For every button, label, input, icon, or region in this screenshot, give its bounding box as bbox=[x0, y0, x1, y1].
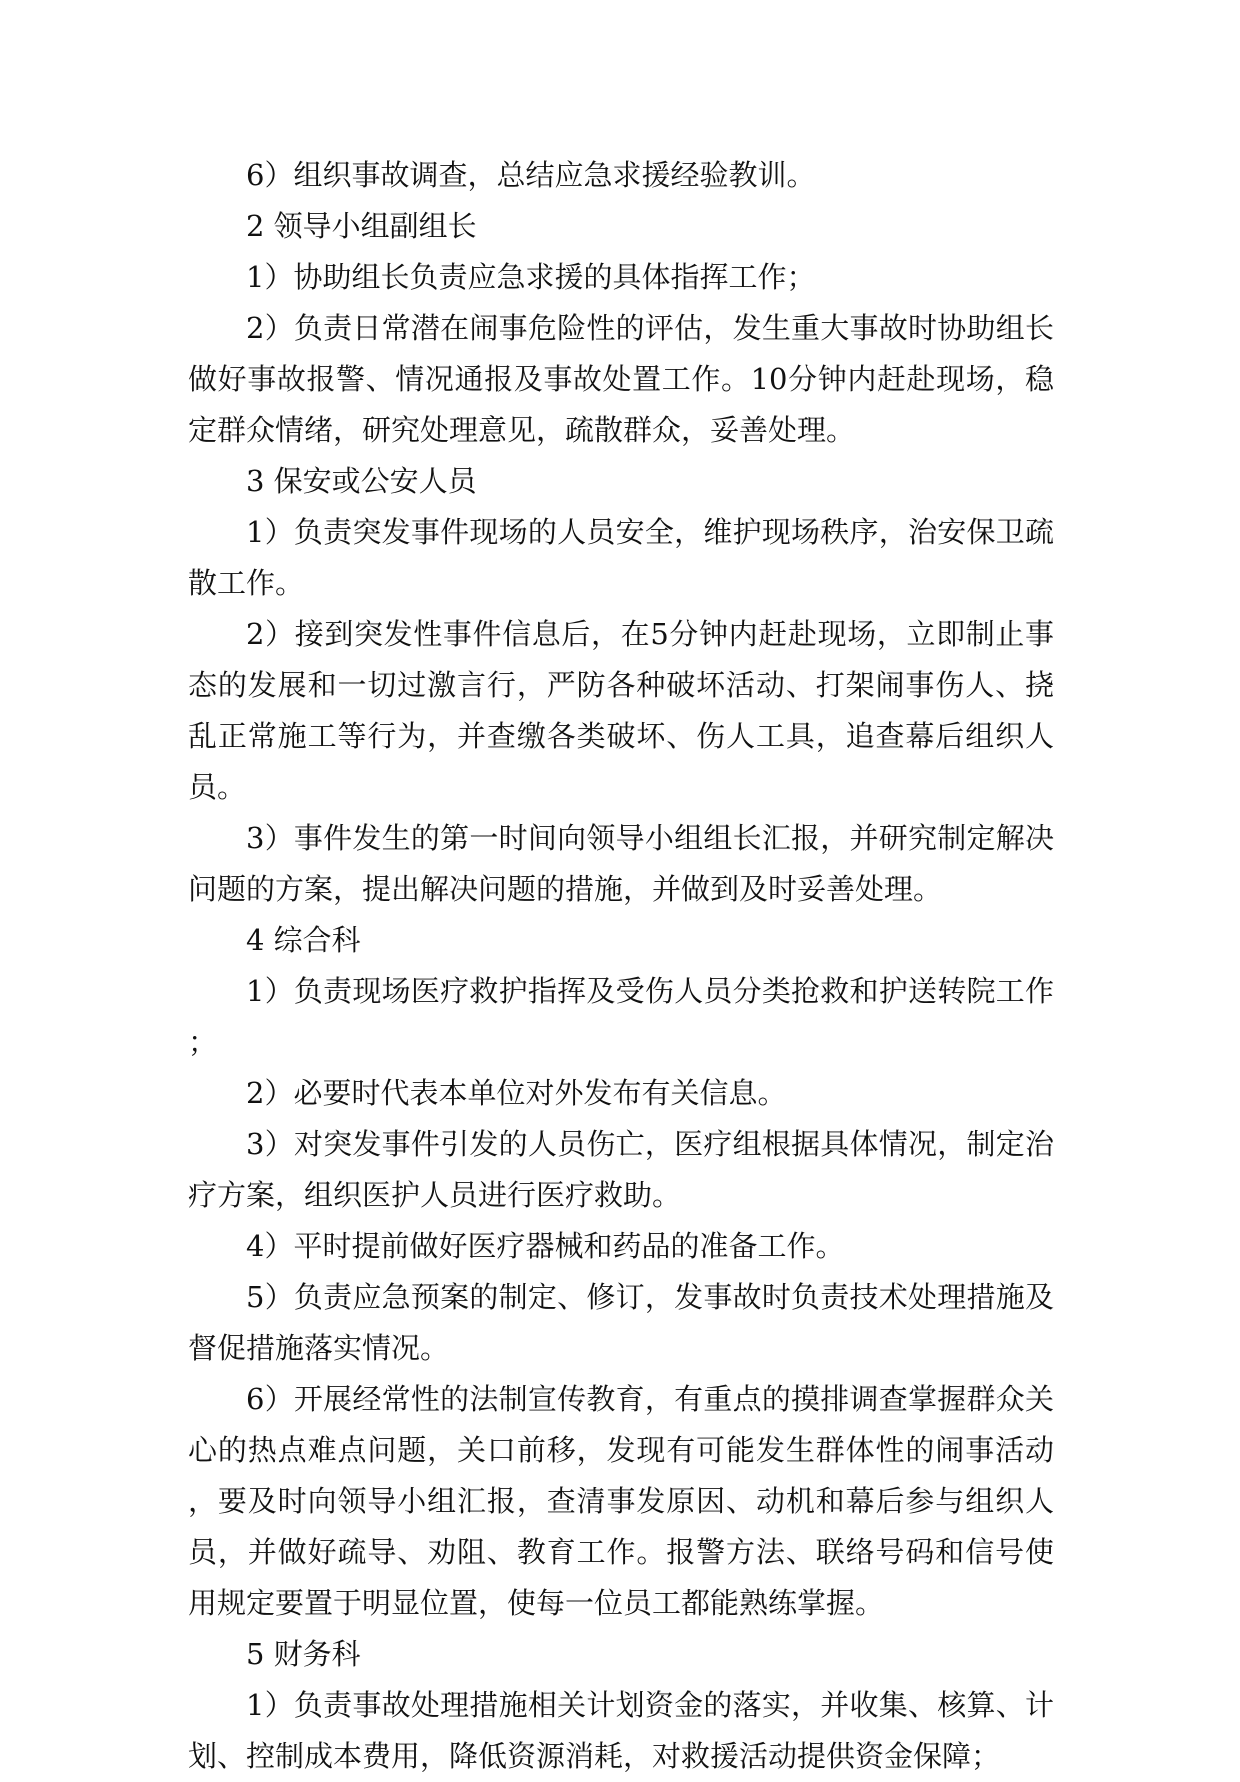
document-body bbox=[188, 150, 1054, 1782]
paragraph-deputy-1: 1）协助组长负责应急求援的具体指挥工作； bbox=[246, 260, 816, 294]
paragraph-general-1: 1）负责现场医疗救护指挥及受伤人员分类抢救和护送转院工作； bbox=[188, 974, 1054, 1059]
section-heading-security: 3 保安或公安人员 bbox=[246, 464, 477, 498]
paragraph-finance-1: 1）负责事故处理措施相关计划资金的落实，并收集、核算、计划、控制成本费用，降低资源消耗，对救援活动提供资金保障； bbox=[188, 1688, 1054, 1773]
paragraph-general-4: 4）平时提前做好医疗器械和药品的准备工作。 bbox=[246, 1229, 845, 1263]
section-heading-general-dept: 4 综合科 bbox=[246, 923, 361, 957]
paragraph-general-6: 6）开展经常性的法制宣传教育，有重点的摸排调查掌握群众关心的热点难点问题，关口前移，发现有可能发生群体性的闹事活动，要及时向领导小组汇报，查清事发原因、动机和幕后参与组织人员，并做好疏导、劝阻、教育工作。报警方法、联络号码和信号使用规定要置于明显位置，使每一位员工都能熟练掌握。 bbox=[188, 1382, 1054, 1620]
paragraph-security-1: 1）负责突发事件现场的人员安全，维护现场秩序，治安保卫疏散工作。 bbox=[188, 515, 1054, 600]
section-heading-deputy-leader: 2 领导小组副组长 bbox=[246, 209, 477, 243]
section-heading-finance: 5 财务科 bbox=[246, 1637, 361, 1671]
paragraph-general-5: 5）负责应急预案的制定、修订，发事故时负责技术处理措施及督促措施落实情况。 bbox=[188, 1280, 1054, 1365]
paragraph-general-3: 3）对突发事件引发的人员伤亡，医疗组根据具体情况，制定治疗方案，组织医护人员进行医疗救助。 bbox=[188, 1127, 1054, 1212]
paragraph-security-2: 2）接到突发性事件信息后，在5分钟内赶赴现场，立即制止事态的发展和一切过激言行，严防各种破坏活动、打架闹事伤人、挠乱正常施工等行为，并查缴各类破坏、伤人工具，追查幕后组织人员。 bbox=[188, 617, 1054, 804]
paragraph-item-6-investigation: 6）组织事故调查，总结应急求援经验教训。 bbox=[246, 158, 816, 192]
paragraph-general-2: 2）必要时代表本单位对外发布有关信息。 bbox=[246, 1076, 787, 1110]
paragraph-deputy-2: 2）负责日常潜在闹事危险性的评估，发生重大事故时协助组长做好事故报警、情况通报及事故处置工作。10分钟内赶赴现场，稳定群众情绪，研究处理意见，疏散群众，妥善处理。 bbox=[188, 311, 1054, 447]
paragraph-security-3: 3）事件发生的第一时间向领导小组组长汇报，并研究制定解决问题的方案，提出解决问题的措施，并做到及时妥善处理。 bbox=[188, 821, 1054, 906]
